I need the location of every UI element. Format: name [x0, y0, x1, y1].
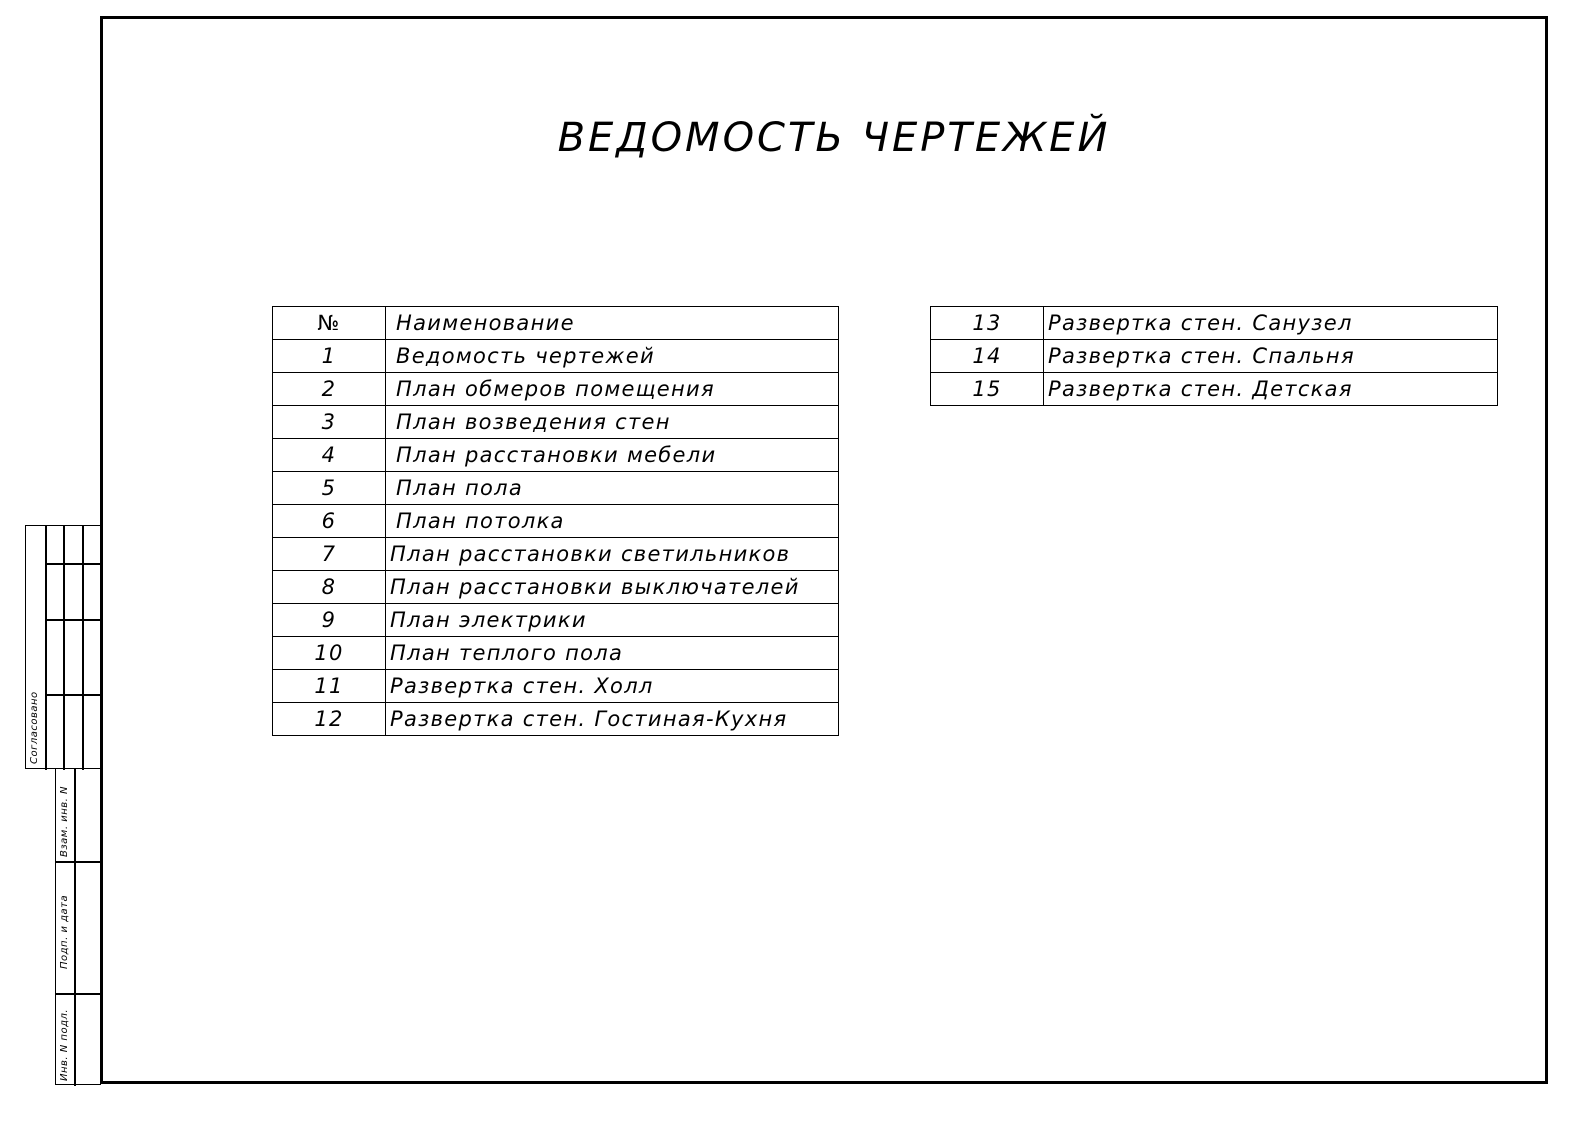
table-row	[273, 571, 839, 604]
agreement-stamp	[25, 525, 101, 769]
table-row	[273, 472, 839, 505]
table-row	[273, 703, 839, 736]
drawing-list-table-left	[272, 306, 839, 736]
row-name: План пола	[386, 472, 839, 505]
table-row	[931, 373, 1498, 406]
agreed-label: Согласовано	[29, 691, 40, 764]
row-name: План теплого пола	[386, 637, 839, 670]
row-number: 12	[273, 703, 386, 736]
drawing-list-table-right	[930, 306, 1498, 406]
table-header-row	[273, 307, 839, 340]
row-name: План расстановки светильников	[386, 538, 839, 571]
row-number: 9	[273, 604, 386, 637]
table-row	[273, 538, 839, 571]
row-number: 13	[931, 307, 1044, 340]
row-name: План потолка	[386, 505, 839, 538]
row-number: 14	[931, 340, 1044, 373]
row-name: Развертка стен. Спальня	[1044, 340, 1498, 373]
table-row	[273, 670, 839, 703]
sheet-title: ВЕДОМОСТЬ ЧЕРТЕЖЕЙ	[557, 115, 1111, 161]
table-row	[273, 340, 839, 373]
row-name: Ведомость чертежей	[386, 340, 839, 373]
table-row	[273, 373, 839, 406]
row-name: Развертка стен. Холл	[386, 670, 839, 703]
row-number: 10	[273, 637, 386, 670]
row-number: 6	[273, 505, 386, 538]
row-number: 4	[273, 439, 386, 472]
row-number: 5	[273, 472, 386, 505]
table-row	[931, 307, 1498, 340]
sign-date-label: Подп. и дата	[59, 894, 70, 969]
row-name: План обмеров помещения	[386, 373, 839, 406]
row-number: 7	[273, 538, 386, 571]
row-number: 3	[273, 406, 386, 439]
table-row	[931, 340, 1498, 373]
row-name: План возведения стен	[386, 406, 839, 439]
exchange-inv-label: Взам. инв. N	[59, 786, 70, 857]
row-name: Развертка стен. Санузел	[1044, 307, 1498, 340]
table-row	[273, 637, 839, 670]
inv-original-label: Инв. N подл.	[59, 1008, 70, 1081]
row-name: Развертка стен. Гостиная-Кухня	[386, 703, 839, 736]
row-number: 2	[273, 373, 386, 406]
table-row	[273, 406, 839, 439]
header-number: №	[273, 307, 386, 340]
row-name: Развертка стен. Детская	[1044, 373, 1498, 406]
row-name: План электрики	[386, 604, 839, 637]
row-number: 11	[273, 670, 386, 703]
binding-stamp	[55, 768, 101, 1085]
row-name: План расстановки выключателей	[386, 571, 839, 604]
table-row	[273, 505, 839, 538]
row-number: 1	[273, 340, 386, 373]
table-row	[273, 604, 839, 637]
header-name: Наименование	[386, 307, 839, 340]
row-name: План расстановки мебели	[386, 439, 839, 472]
row-number: 15	[931, 373, 1044, 406]
row-number: 8	[273, 571, 386, 604]
table-row	[273, 439, 839, 472]
